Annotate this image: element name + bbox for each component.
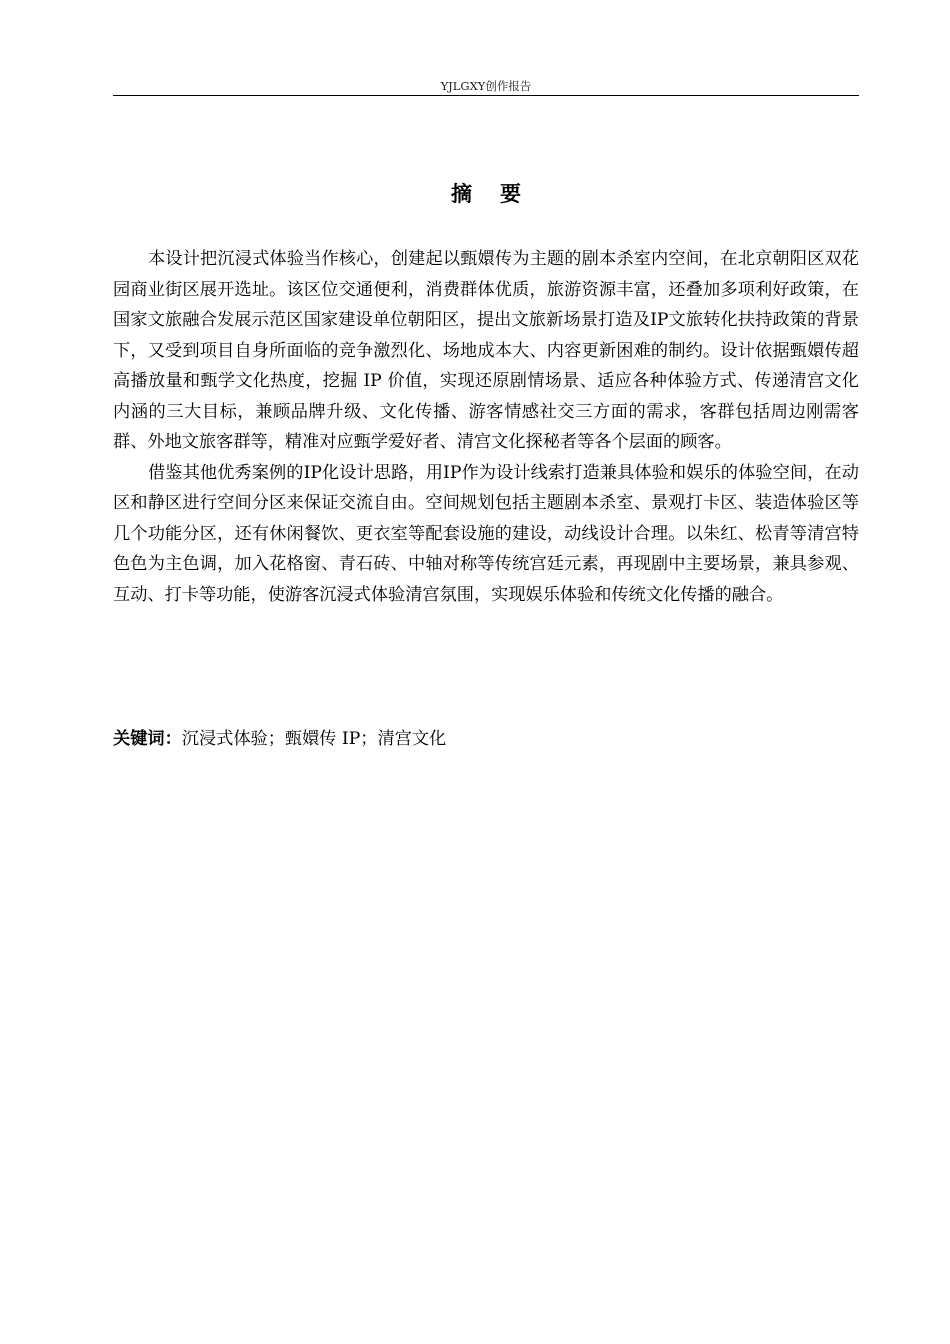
abstract-title: 摘要 bbox=[451, 182, 549, 206]
abstract-body bbox=[113, 244, 859, 610]
header-text: YJLGXY创作报告 bbox=[440, 79, 532, 93]
keywords-label: 关键词： bbox=[113, 729, 182, 749]
abstract-paragraph-1: 本设计把沉浸式体验当作核心，创建起以甄嬛传为主题的剧本杀室内空间，在北京朝阳区双花园商业街区展开选址。该区位交通便利，消费群体优质，旅游资源丰富，还叠加多项利好政策，在国家文旅融合发展示范区国家建设单位朝阳区，提出文旅新场景打造及IP文旅转化扶持政策的背景下，又受到项目自身所面临的竞争激烈化、场地成本大、内容更新困难的制约。设计依据甄嬛传超高播放量和甄学文化热度，挖掘 IP 价值，实现还原剧情场景、适应各种体验方式、传递清宫文化内涵的三大目标，兼顾品牌升级、文化传播、游客情感社交三方面的需求，客群包括周边刚需客群、外地文旅客群等，精准对应甄学爱好者、清宫文化探秘者等各个层面的顾客。 bbox=[113, 249, 859, 452]
page-header bbox=[113, 78, 859, 96]
keywords-value: 沉浸式体验；甄嬛传 IP；清宫文化 bbox=[181, 729, 447, 749]
abstract-paragraph-2: 借鉴其他优秀案例的IP化设计思路，用IP作为设计线索打造兼具体验和娱乐的体验空间，在动区和静区进行空间分区来保证交流自由。空间规划包括主题剧本杀室、景观打卡区、装造体验区等几个功能分区，还有休闲餐饮、更衣室等配套设施的建设，动线设计合理。以朱红、松青等清宫特色色为主色调，加入花格窗、青石砖、中轴对称等传统宫廷元素，再现剧中主要场景，兼具参观、互动、打卡等功能，使游客沉浸式体验清宫氛围，实现娱乐体验和传统文化传播的融合。 bbox=[113, 462, 859, 605]
keywords-line bbox=[113, 724, 859, 754]
